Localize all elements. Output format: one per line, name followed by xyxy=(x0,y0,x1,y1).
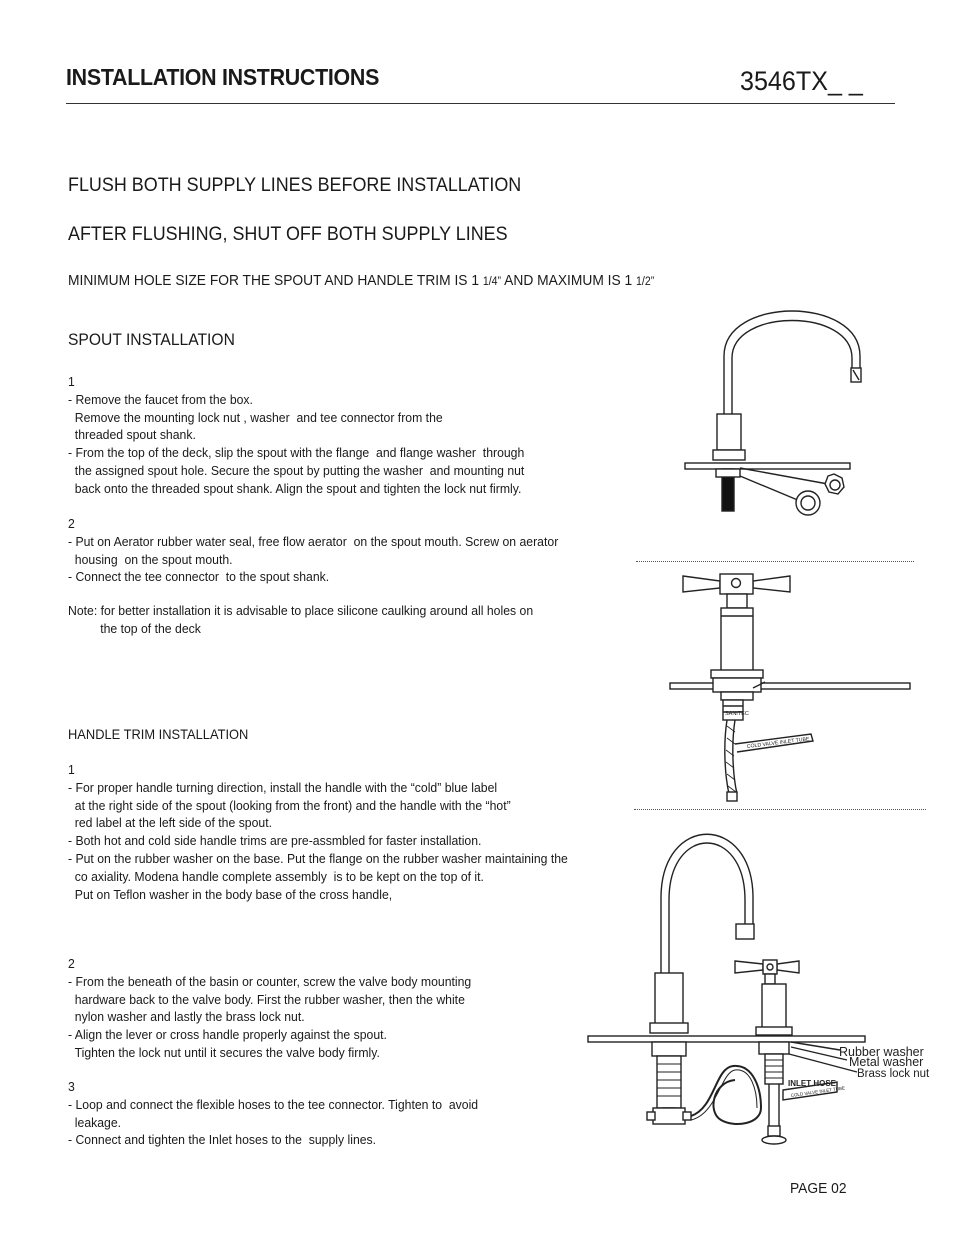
step-line: Tighten the lock nut until it secures the valve body firmly. xyxy=(68,1044,380,1060)
step-line: - Align the lever or cross handle properly against the spout. xyxy=(68,1027,387,1043)
step-line: threaded spout shank. xyxy=(68,427,196,443)
handle-step-2 xyxy=(68,955,471,1062)
step-line: - Put on Aerator rubber water seal, free flow aerator on the spout mouth. Screw on aerator xyxy=(68,533,559,549)
step-number: 2 xyxy=(68,956,75,971)
inlet-tag-label: COLD VALVE INLET TUBE xyxy=(790,1085,846,1098)
page-title: INSTALLATION INSTRUCTIONS xyxy=(66,64,380,90)
step-number: 2 xyxy=(68,516,75,531)
step-line: - Remove the faucet from the box. xyxy=(68,391,253,407)
metal-washer-label: Metal washer xyxy=(849,1055,924,1069)
step-line: Remove the mounting lock nut , washer and tee connector from the xyxy=(68,409,443,425)
step-line: the assigned spout hole. Secure the spout by putting the washer and mounting nut xyxy=(68,462,525,478)
step-line: at the right side of the spout (looking from the front) and the handle with the “hot” xyxy=(68,797,511,813)
hole-size-note xyxy=(68,272,654,289)
diagram-separator xyxy=(634,809,926,810)
step-line: - Connect and tighten the Inlet hoses to the supply lines. xyxy=(68,1132,377,1148)
step-line: - For proper handle turning direction, install the handle with the “cold” blue label xyxy=(68,779,498,795)
step-line: co axiality. Modena handle complete assembly is to be kept on the top of it. xyxy=(68,868,484,884)
step-line: - Loop and connect the flexible hoses to the tee connector. Tighten to avoid xyxy=(68,1096,479,1112)
step-line: hardware back to the valve body. First the rubber washer, then the white xyxy=(68,991,465,1007)
hole-size-max: 1/2” xyxy=(636,276,655,288)
step-line: - Both hot and cold side handle trims are pre-assmbled for faster installation. xyxy=(68,833,482,849)
hole-size-min: 1/4” xyxy=(482,276,502,288)
caulking-note xyxy=(68,602,533,638)
step-line: - From the beneath of the basin or counter, screw the valve body mounting xyxy=(68,973,472,989)
step-line: leakage. xyxy=(68,1114,122,1130)
spout-installation-heading: SPOUT INSTALLATION xyxy=(68,330,235,349)
step-line: - Put on the rubber washer on the base. Put the flange on the rubber washer maintaining the xyxy=(68,850,568,866)
inlet-hose-label: INLET HOSE xyxy=(788,1079,837,1088)
step-number: 3 xyxy=(68,1079,75,1094)
handle-trim-heading: HANDLE TRIM INSTALLATION xyxy=(68,726,249,742)
handle-tag-label: COLD VALVE INLET TUBE xyxy=(746,736,810,750)
note-line: Note: for better installation it is advisable to place silicone caulking around all holes on xyxy=(68,603,534,618)
handle-small-label: SANITEC xyxy=(725,711,749,717)
step-line: housing on the spout mouth. xyxy=(68,551,233,567)
hole-size-prefix: MINIMUM HOLE SIZE FOR THE SPOUT AND HANDLE TRIM IS 1 xyxy=(68,272,483,289)
note-line: the top of the deck xyxy=(100,620,201,636)
step-line: back onto the threaded spout shank. Align the spout and tighten the lock nut firmly. xyxy=(68,480,522,496)
page-number: PAGE 02 xyxy=(790,1180,847,1197)
brass-lock-nut-label: Brass lock nut xyxy=(857,1068,930,1080)
step-number: 1 xyxy=(68,374,75,389)
rubber-washer-label: Rubber washer xyxy=(839,1045,924,1059)
spout-installation-diagram xyxy=(680,296,880,516)
after-flush-heading: AFTER FLUSHING, SHUT OFF BOTH SUPPLY LINES xyxy=(68,223,508,245)
full-assembly-diagram xyxy=(585,828,953,1158)
step-line: - Connect the tee connector to the spout shank. xyxy=(68,569,330,585)
model-number: 3546TX_ _ xyxy=(740,66,863,96)
handle-step-3 xyxy=(68,1078,478,1149)
header-divider xyxy=(66,103,895,104)
step-line: - From the top of the deck, slip the spout with the flange and flange washer through xyxy=(68,445,525,461)
hole-size-middle: AND MAXIMUM IS 1 xyxy=(501,272,637,289)
handle-trim-diagram xyxy=(665,566,915,806)
spout-step-2 xyxy=(68,515,558,586)
step-number: 1 xyxy=(68,762,75,777)
step-line: nylon washer and lastly the brass lock nut. xyxy=(68,1009,305,1025)
flush-heading: FLUSH BOTH SUPPLY LINES BEFORE INSTALLATION xyxy=(68,174,522,196)
step-line: Put on Teflon washer in the body base of the cross handle, xyxy=(68,886,393,902)
spout-step-1 xyxy=(68,373,524,498)
handle-step-1 xyxy=(68,761,568,903)
step-line: red label at the left side of the spout. xyxy=(68,815,273,831)
diagram-separator xyxy=(636,561,914,562)
